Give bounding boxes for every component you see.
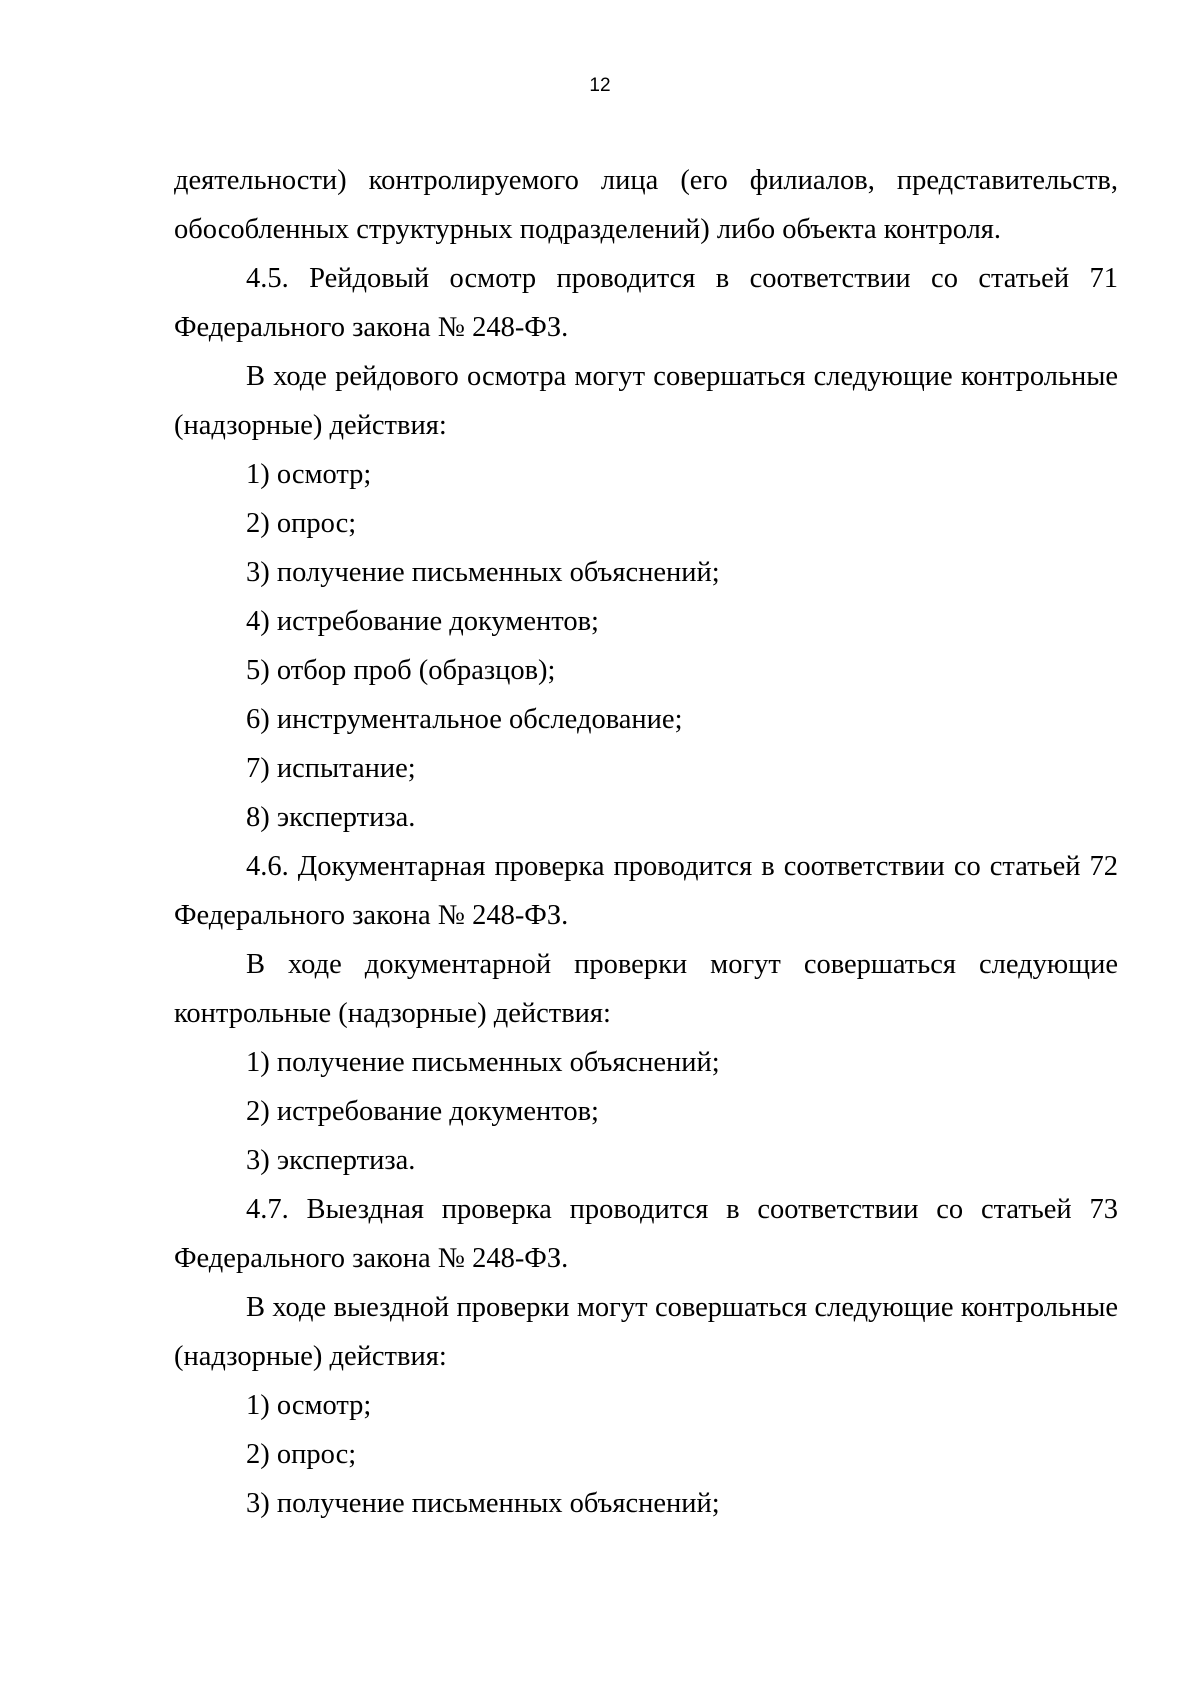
- paragraph-4-6: 4.6. Документарная проверка проводится в соответствии со статьей 72 Федерального закона № 248-ФЗ.: [174, 851, 1118, 931]
- paragraph-onsite-actions-intro: В ходе выездной проверки могут совершаться следующие контрольные (надзорные) действия:: [174, 1292, 1118, 1372]
- list-item: 5) отбор проб (образцов);: [246, 655, 556, 686]
- list-item: 2) опрос;: [246, 508, 357, 539]
- paragraph-4-5: 4.5. Рейдовый осмотр проводится в соответствии со статьей 71 Федерального закона № 248-ФЗ.: [174, 263, 1118, 343]
- list-item: 7) испытание;: [246, 753, 416, 784]
- paragraph-raid-actions-intro: В ходе рейдового осмотра могут совершаться следующие контрольные (надзорные) действия:: [174, 361, 1118, 441]
- page-number: 12: [589, 75, 611, 96]
- list-item: 6) инструментальное обследование;: [246, 704, 683, 735]
- list-item: 1) получение письменных объяснений;: [246, 1047, 720, 1078]
- list-item: 8) экспертиза.: [246, 802, 416, 833]
- list-item: 2) опрос;: [246, 1439, 357, 1470]
- paragraph-documentary-actions-intro: В ходе документарной проверки могут совершаться следующие контрольные (надзорные) действия:: [174, 949, 1118, 1029]
- list-item: 3) получение письменных объяснений;: [246, 1488, 720, 1519]
- paragraph-4-7: 4.7. Выездная проверка проводится в соответствии со статьей 73 Федерального закона № 248-ФЗ.: [174, 1194, 1118, 1274]
- list-item: 3) экспертиза.: [246, 1145, 416, 1176]
- document-body: [174, 156, 1118, 1528]
- list-item: 1) осмотр;: [246, 459, 372, 490]
- list-item: 1) осмотр;: [246, 1390, 372, 1421]
- paragraph-continuation: деятельности) контролируемого лица (его филиалов, представительств, обособленных структурных подразделений) либо объекта контроля.: [174, 165, 1118, 245]
- list-item: 2) истребование документов;: [246, 1096, 599, 1127]
- list-item: 4) истребование документов;: [246, 606, 599, 637]
- list-item: 3) получение письменных объяснений;: [246, 557, 720, 588]
